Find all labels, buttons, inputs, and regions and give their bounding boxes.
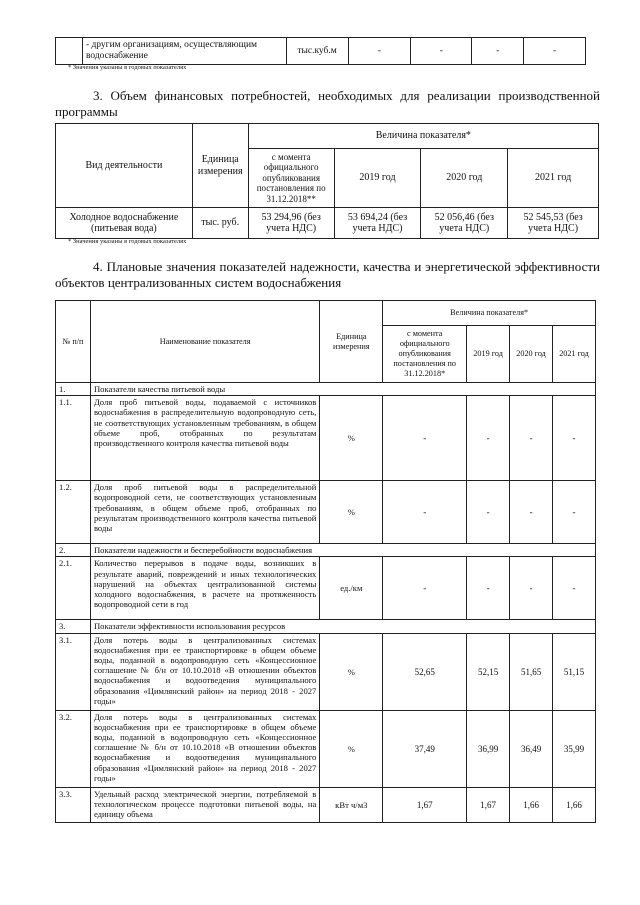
value-cell: - — [467, 396, 510, 481]
header-group: Величина показателя* — [248, 124, 598, 149]
table-row — [56, 383, 596, 396]
row-unit: % — [320, 481, 383, 544]
value-cell: 53 694,24 (без учета НДС) — [334, 208, 421, 239]
row-unit: % — [320, 710, 383, 787]
section-title: Показатели эффективности использования ресурсов — [90, 620, 595, 633]
header-col-2019: 2019 год — [334, 149, 421, 208]
value-cell: - — [553, 481, 596, 544]
row-num: 3. — [56, 620, 91, 633]
header-col-2020: 2020 год — [421, 149, 508, 208]
row-num: 3.1. — [56, 633, 91, 710]
section-3-heading: 3. Объем финансовых потребностей, необходимых для реализации производственной программы — [55, 88, 600, 119]
table-row — [56, 787, 596, 822]
header-col-2021: 2021 год — [553, 326, 596, 383]
value-cell: - — [383, 396, 467, 481]
row-unit: % — [320, 396, 383, 481]
table-row — [56, 633, 596, 710]
row-name: Доля потерь воды в централизованных системах водоснабжения при ее транспортировке в общем объеме воды, поданной в водопроводную сеть «Концессионное соглашение № б/н от 10.10.2018 «В отношении объектов водоснабжения и водоотведения муниципального образования «Цимлянский район» на период 2018 - 2027 годы» — [90, 710, 319, 787]
table-row — [56, 544, 596, 557]
table-row — [56, 557, 596, 620]
value-cell: - — [472, 38, 524, 65]
value-cell: 52 056,46 (без учета НДС) — [421, 208, 508, 239]
section-title: Показатели качества питьевой воды — [90, 383, 595, 396]
table-row — [56, 396, 596, 481]
table-row — [56, 481, 596, 544]
empty-cell — [56, 38, 83, 65]
table-header-row — [56, 301, 596, 326]
header-col-2020: 2020 год — [510, 326, 553, 383]
value-cell: - — [348, 38, 411, 65]
table-header-row — [56, 124, 599, 149]
value-cell: - — [553, 557, 596, 620]
value-cell: - — [510, 396, 553, 481]
row-name: Доля потерь воды в централизованных системах водоснабжения при ее транспортировке в общем объеме воды, поданной в водопроводную сеть «Концессионное соглашение № б/н от 10.10.2018 «В отношении объектов водоснабжения и водоотведения муниципального образования «Цимлянский район» на период 2018 - 2027 годы» — [90, 633, 319, 710]
row-name: Доля проб питьевой воды в распределительной водопроводной сети, не соответствующих установленным требованиям, в общем объеме проб, отобранных по результатам производственного контроля качества питьевой воды — [90, 481, 319, 544]
row-num: 3.2. — [56, 710, 91, 787]
value-cell: - — [467, 481, 510, 544]
row-num: 1.1. — [56, 396, 91, 481]
header-col-base: с момента официального опубликования постановления по 31.12.2018** — [248, 149, 334, 208]
row-activity: Холодное водоснабжение (питьевая вода) — [56, 208, 193, 239]
row-unit: тыс. руб. — [192, 208, 248, 239]
footnote: * Значения указаны в годовых показателях — [68, 64, 187, 71]
value-cell: - — [524, 38, 586, 65]
header-num: № п/п — [56, 301, 91, 383]
section-title: Показатели надежности и бесперебойности водоснабжения — [90, 544, 595, 557]
row-num: 3.3. — [56, 787, 91, 822]
value-cell: 51,15 — [553, 633, 596, 710]
value-cell: - — [510, 557, 553, 620]
value-cell: - — [411, 38, 472, 65]
value-cell: 51,65 — [510, 633, 553, 710]
row-num: 2. — [56, 544, 91, 557]
header-col-2021: 2021 год — [508, 149, 599, 208]
value-cell: 36,99 — [467, 710, 510, 787]
header-unit: Единица измерения — [320, 301, 383, 383]
value-cell: 52,65 — [383, 633, 467, 710]
header-activity: Вид деятельности — [56, 124, 193, 208]
value-cell: - — [510, 481, 553, 544]
indicators-table — [55, 300, 596, 823]
row-name: Доля проб питьевой воды, подаваемой с источников водоснабжения в распределительную водопроводную сеть, не соответствующих установленным требованиям, в общем объеме проб, отобранных по результатам производственного контроля качества питьевой воды — [90, 396, 319, 481]
value-cell: 52,15 — [467, 633, 510, 710]
value-cell: 52 545,53 (без учета НДС) — [508, 208, 599, 239]
row-unit: ед./км — [320, 557, 383, 620]
row-num: 2.1. — [56, 557, 91, 620]
row-num: 1.2. — [56, 481, 91, 544]
section-4-heading: 4. Плановые значения показателей надежности, качества и энергетической эффективности объектов централизованных систем водоснабжения — [55, 259, 600, 290]
value-cell: - — [383, 481, 467, 544]
previous-table-fragment — [55, 37, 586, 65]
value-cell: - — [553, 396, 596, 481]
value-cell: 1,67 — [383, 787, 467, 822]
value-cell: - — [467, 557, 510, 620]
table-row — [56, 38, 586, 65]
table-row — [56, 620, 596, 633]
value-cell: 53 294,96 (без учета НДС) — [248, 208, 334, 239]
value-cell: 1,67 — [467, 787, 510, 822]
value-cell: 37,49 — [383, 710, 467, 787]
row-unit: % — [320, 633, 383, 710]
footnote: * Значения указаны в годовых показателях — [68, 238, 187, 245]
row-unit: кВт ч/м3 — [320, 787, 383, 822]
financial-needs-table — [55, 123, 599, 239]
row-unit: тыс.куб.м — [286, 38, 348, 65]
table-row — [56, 208, 599, 239]
value-cell: 36,49 — [510, 710, 553, 787]
header-name: Наименование показателя — [90, 301, 319, 383]
header-col-base: с момента официального опубликования постановления по 31.12.2018* — [383, 326, 467, 383]
header-col-2019: 2019 год — [467, 326, 510, 383]
header-group: Величина показателя* — [383, 301, 596, 326]
header-unit: Единица измерения — [192, 124, 248, 208]
value-cell: 1,66 — [553, 787, 596, 822]
row-num: 1. — [56, 383, 91, 396]
value-cell: 1,66 — [510, 787, 553, 822]
row-label: - другим организациям, осуществляющим водоснабжение — [82, 38, 286, 65]
value-cell: 35,99 — [553, 710, 596, 787]
table-row — [56, 710, 596, 787]
value-cell: - — [383, 557, 467, 620]
row-name: Удельный расход электрической энергии, потребляемой в технологическом процессе подготовки питьевой воды, на единицу объема — [90, 787, 319, 822]
row-name: Количество перерывов в подаче воды, возникших в результате аварий, повреждений и иных технологических нарушений на объектах централизованной системы холодного водоснабжения, в расчете на протяженность водопроводной сети в год — [90, 557, 319, 620]
